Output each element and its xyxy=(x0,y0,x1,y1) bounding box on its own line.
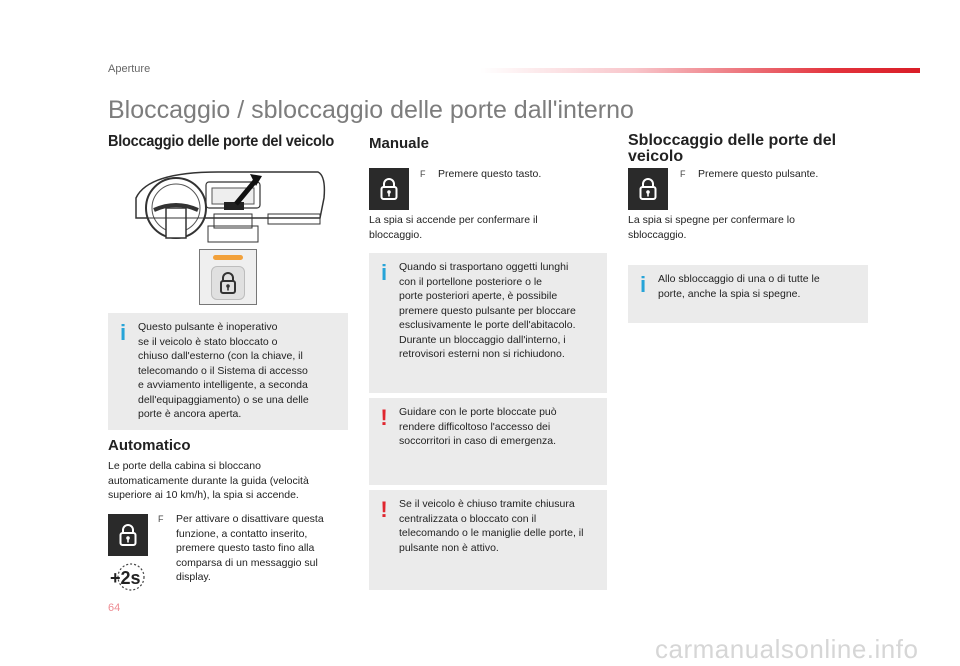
timer-label: +2s xyxy=(110,568,141,588)
lock-switch-button xyxy=(211,266,245,300)
lock-icon xyxy=(119,523,137,547)
column1-title: Bloccaggio delle porte del veicolo xyxy=(108,133,335,150)
page-title: Bloccaggio / sbloccaggio delle porte dall'interno xyxy=(108,96,634,124)
note-text: Allo sbloccaggio di una o di tutte le porte, anche la spia si spegne. xyxy=(658,273,820,300)
lock-icon xyxy=(220,272,236,294)
note-text: Se il veicolo è chiuso tramite chiusura centralizzata o bloccato con il telecomando o le maniglie delle porte, il pulsante non è attivo. xyxy=(399,498,584,554)
bullet-arrow-icon: F xyxy=(158,514,164,524)
note-text: Questo pulsante è inoperativo se il veicolo è stato bloccato o chiuso dall'esterno (con la chiave, il telecomando o il Sistema di accesso e avviamento intelligente, a seconda dell'equipaggiamento) o se una delle porte è ancora aperta. xyxy=(138,321,309,420)
bullet-arrow-icon: F xyxy=(680,169,686,179)
bullet-text: Premere questo tasto. xyxy=(438,168,542,180)
info-icon: i xyxy=(639,272,647,297)
note-text: Guidare con le porte bloccate può rendere difficoltoso l'accesso dei soccorritori in caso di emergenza. xyxy=(399,406,557,447)
info-note-inoperative xyxy=(108,313,348,430)
lock-button-image xyxy=(108,514,148,556)
info-icon: i xyxy=(380,260,388,285)
automatic-text: Le porte della cabina si bloccano automaticamente durante la guida (velocità superiore ai 10 km/h), la spia si accende. xyxy=(108,460,309,501)
info-note-long-objects xyxy=(369,253,607,393)
warning-lamp xyxy=(213,255,243,260)
warning-note-emergency xyxy=(369,398,607,485)
lock-icon xyxy=(380,177,398,201)
info-note-unlock xyxy=(628,265,868,323)
unlock-text: La spia si spegne per confermare lo sbloccaggio. xyxy=(628,214,795,241)
column3-title: Sbloccaggio delle porte del veicolo xyxy=(628,132,837,165)
note-text: Quando si trasportano oggetti lunghi con il portellone posteriore o le porte posteriori aperte, è possibile premere questo pulsante per bloccare esclusivamente le porte dell'abitacolo. Durante un bloccaggio dall'interno, i retrovisori esterni non si richiudono. xyxy=(399,261,576,360)
bullet-text: Per attivare o disattivare questa funzione, a contatto inserito, premere questo tasto fino alla comparsa di un messaggio sul display. xyxy=(176,513,324,583)
section-label: Aperture xyxy=(108,63,151,75)
bullet-arrow-icon: F xyxy=(420,169,426,179)
page-number: 64 xyxy=(108,602,121,614)
timer-icon xyxy=(108,562,150,592)
watermark: carmanualsonline.info xyxy=(655,634,919,664)
lock-button-image xyxy=(628,168,668,210)
warning-icon: ! xyxy=(380,497,388,522)
bullet-text: Premere questo pulsante. xyxy=(698,168,819,180)
automatic-title: Automatico xyxy=(108,437,191,454)
manual-text: La spia si accende per confermare il bloccaggio. xyxy=(369,214,538,241)
warning-icon: ! xyxy=(380,405,388,430)
lock-switch-closeup xyxy=(199,249,257,305)
lock-icon xyxy=(639,177,657,201)
dashboard-illustration xyxy=(128,168,328,244)
header-accent-bar xyxy=(480,68,920,73)
lock-button-image xyxy=(369,168,409,210)
info-icon: i xyxy=(119,320,127,345)
manual-title: Manuale xyxy=(369,135,430,152)
warning-note-inactive xyxy=(369,490,607,590)
